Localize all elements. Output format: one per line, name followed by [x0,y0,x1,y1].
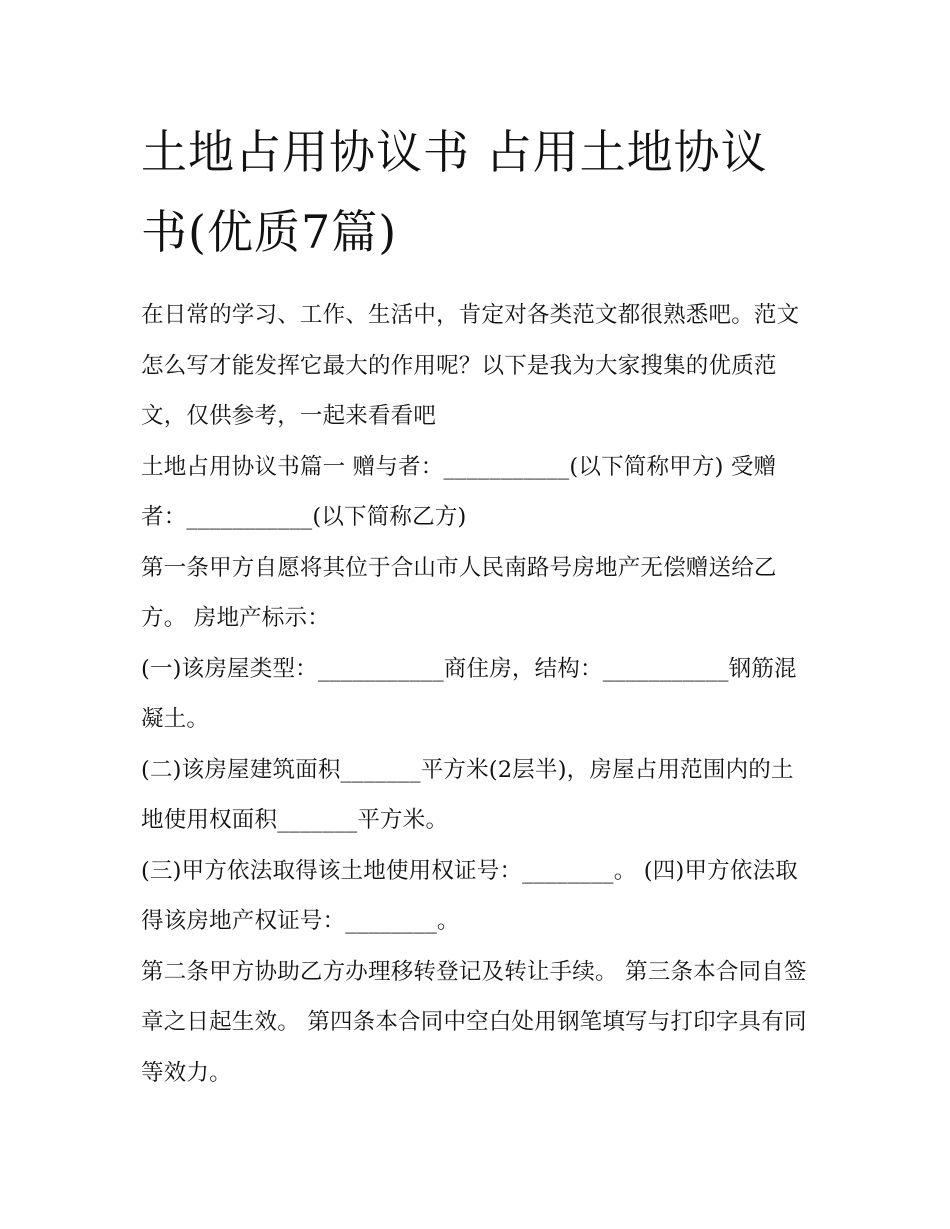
article-one-paragraph: 第一条甲方自愿将其位于合山市人民南路号房地产无偿赠送给乙方。 房地产标示： [141,554,777,631]
intro-paragraph: 在日常的学习、工作、生活中，肯定对各类范文都很熟悉吧。范文怎么写才能发挥它最大的作用呢？以下是我为大家搜集的优质范文，仅供参考，一起来看看吧 [141,302,800,429]
parties-paragraph: 土地占用协议书篇一 赠与者：___________(以下简称甲方) 受赠者：___________(以下简称乙方) [141,453,777,530]
document-title: 土地占用协议书 占用土地协议书(优质7篇) [141,125,768,259]
certificate-paragraph: (三)甲方依法取得该土地使用权证号：________。 (四)甲方依法取得该房地产权证号：________。 [141,857,798,934]
document-page [141,112,813,1098]
house-type-paragraph: (一)该房屋类型：___________商住房，结构：___________钢筋混凝土。 [141,655,797,732]
articles-two-to-four-paragraph: 第二条甲方协助乙方办理移转登记及转让手续。 第三条本合同自签章之日起生效。 第四条本合同中空白处用钢笔填写与打印字具有同等效力。 [141,958,807,1086]
area-paragraph: (二)该房屋建筑面积_______平方米(2层半)，房屋占用范围内的土地使用权面积_______平方米。 [141,756,794,833]
